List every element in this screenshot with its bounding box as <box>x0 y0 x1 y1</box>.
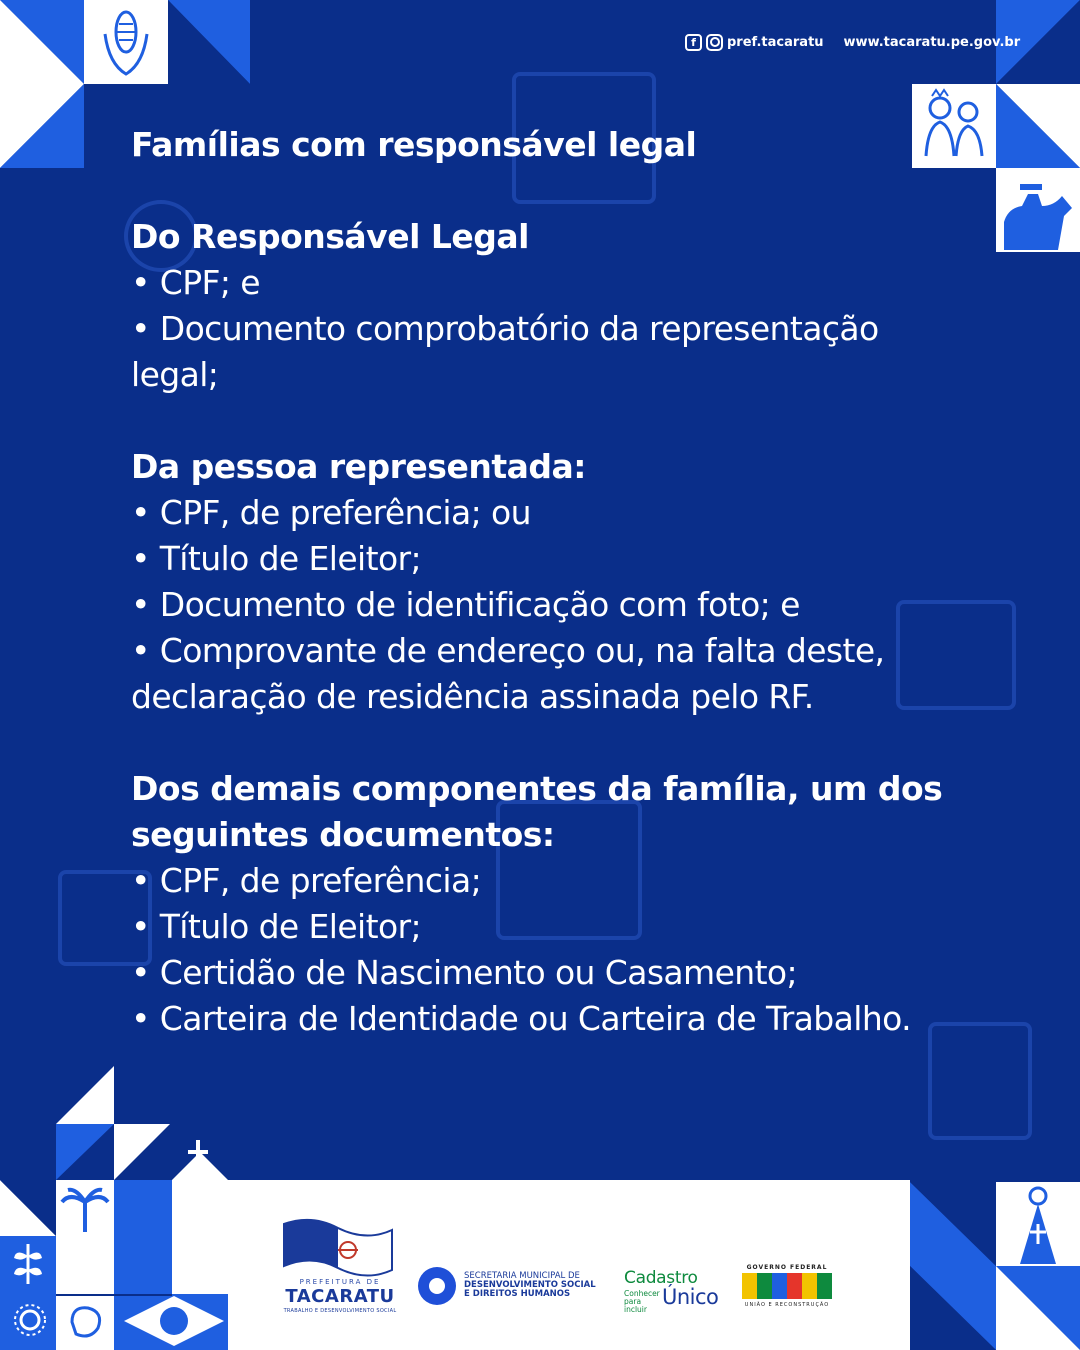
list-item: • Carteira de Identidade ou Carteira de Trabalho. <box>131 999 912 1038</box>
governo-top: GOVERNO FEDERAL <box>746 1264 828 1271</box>
list-item: • CPF, de preferência; ou <box>131 493 531 532</box>
instagram-handle[interactable]: pref.tacaratu <box>727 34 824 50</box>
flag-icon <box>282 1216 394 1278</box>
secretaria-line1: SECRETARIA MUNICIPAL DE <box>464 1271 580 1281</box>
eye-icon <box>124 1296 224 1346</box>
sun-icon <box>12 1302 48 1338</box>
palm-tree-icon <box>60 1186 110 1236</box>
tacaratu-tagline: TRABALHO E DESENVOLVIMENTO SOCIAL <box>283 1308 397 1314</box>
cadastro-tagline: Conhecer para incluir <box>624 1289 660 1314</box>
list-item: • Documento de identificação com foto; e <box>131 585 800 624</box>
section-heading: Dos demais componentes da família, um dos seguintes documentos: <box>131 769 943 854</box>
list-item: • Certidão de Nascimento ou Casamento; <box>131 953 798 992</box>
cadastro-unico-logo <box>624 1268 728 1314</box>
list-item: • Título de Eleitor; <box>131 539 422 578</box>
governo-bottom: UNIÃO E RECONSTRUÇÃO <box>744 1302 830 1308</box>
corn-icon <box>97 6 155 78</box>
tacaratu-logo <box>278 1216 402 1316</box>
cadastro-title: Cadastro <box>624 1268 698 1288</box>
plant-icon <box>10 1238 46 1288</box>
footer-logos <box>228 1180 910 1350</box>
saint-icon <box>1010 1184 1066 1266</box>
website-link[interactable]: www.tacaratu.pe.gov.br <box>843 34 1021 50</box>
section-heading: Da pessoa representada: <box>131 447 586 486</box>
list-item: • Documento comprobatório da representação legal; <box>131 309 879 394</box>
list-item: • Título de Eleitor; <box>131 907 422 946</box>
secretaria-line3: E DIREITOS HUMANOS <box>464 1289 571 1299</box>
list-item: • CPF, de preferência; <box>131 861 482 900</box>
instagram-icon[interactable] <box>706 34 723 51</box>
secretaria-text <box>464 1272 610 1299</box>
section-heading: Do Responsável Legal <box>131 217 529 256</box>
secretaria-logo <box>418 1265 608 1309</box>
tacaratu-prefix: PREFEITURA DE <box>299 1278 381 1286</box>
church-cross-icon <box>186 1140 210 1180</box>
hands-heart-icon <box>418 1267 456 1305</box>
brasil-wordmark-icon <box>742 1273 832 1299</box>
cadastro-unico: Único <box>662 1285 719 1309</box>
social-header <box>685 31 1020 53</box>
governo-federal-logo <box>740 1264 834 1310</box>
page-title: Famílias com responsável legal <box>131 125 697 164</box>
list-item: • Comprovante de endereço ou, na falta deste, declaração de residência assinada pelo RF. <box>131 631 885 716</box>
tacaratu-name: TACARATU <box>285 1286 395 1307</box>
facebook-icon[interactable]: f <box>685 34 702 51</box>
seed-icon <box>62 1302 106 1342</box>
requirements-content <box>131 122 951 1042</box>
list-item: • CPF; e <box>131 263 260 302</box>
cowboy-horse-icon <box>998 172 1078 252</box>
secretaria-line2: DESENVOLVIMENTO SOCIAL <box>464 1280 596 1290</box>
